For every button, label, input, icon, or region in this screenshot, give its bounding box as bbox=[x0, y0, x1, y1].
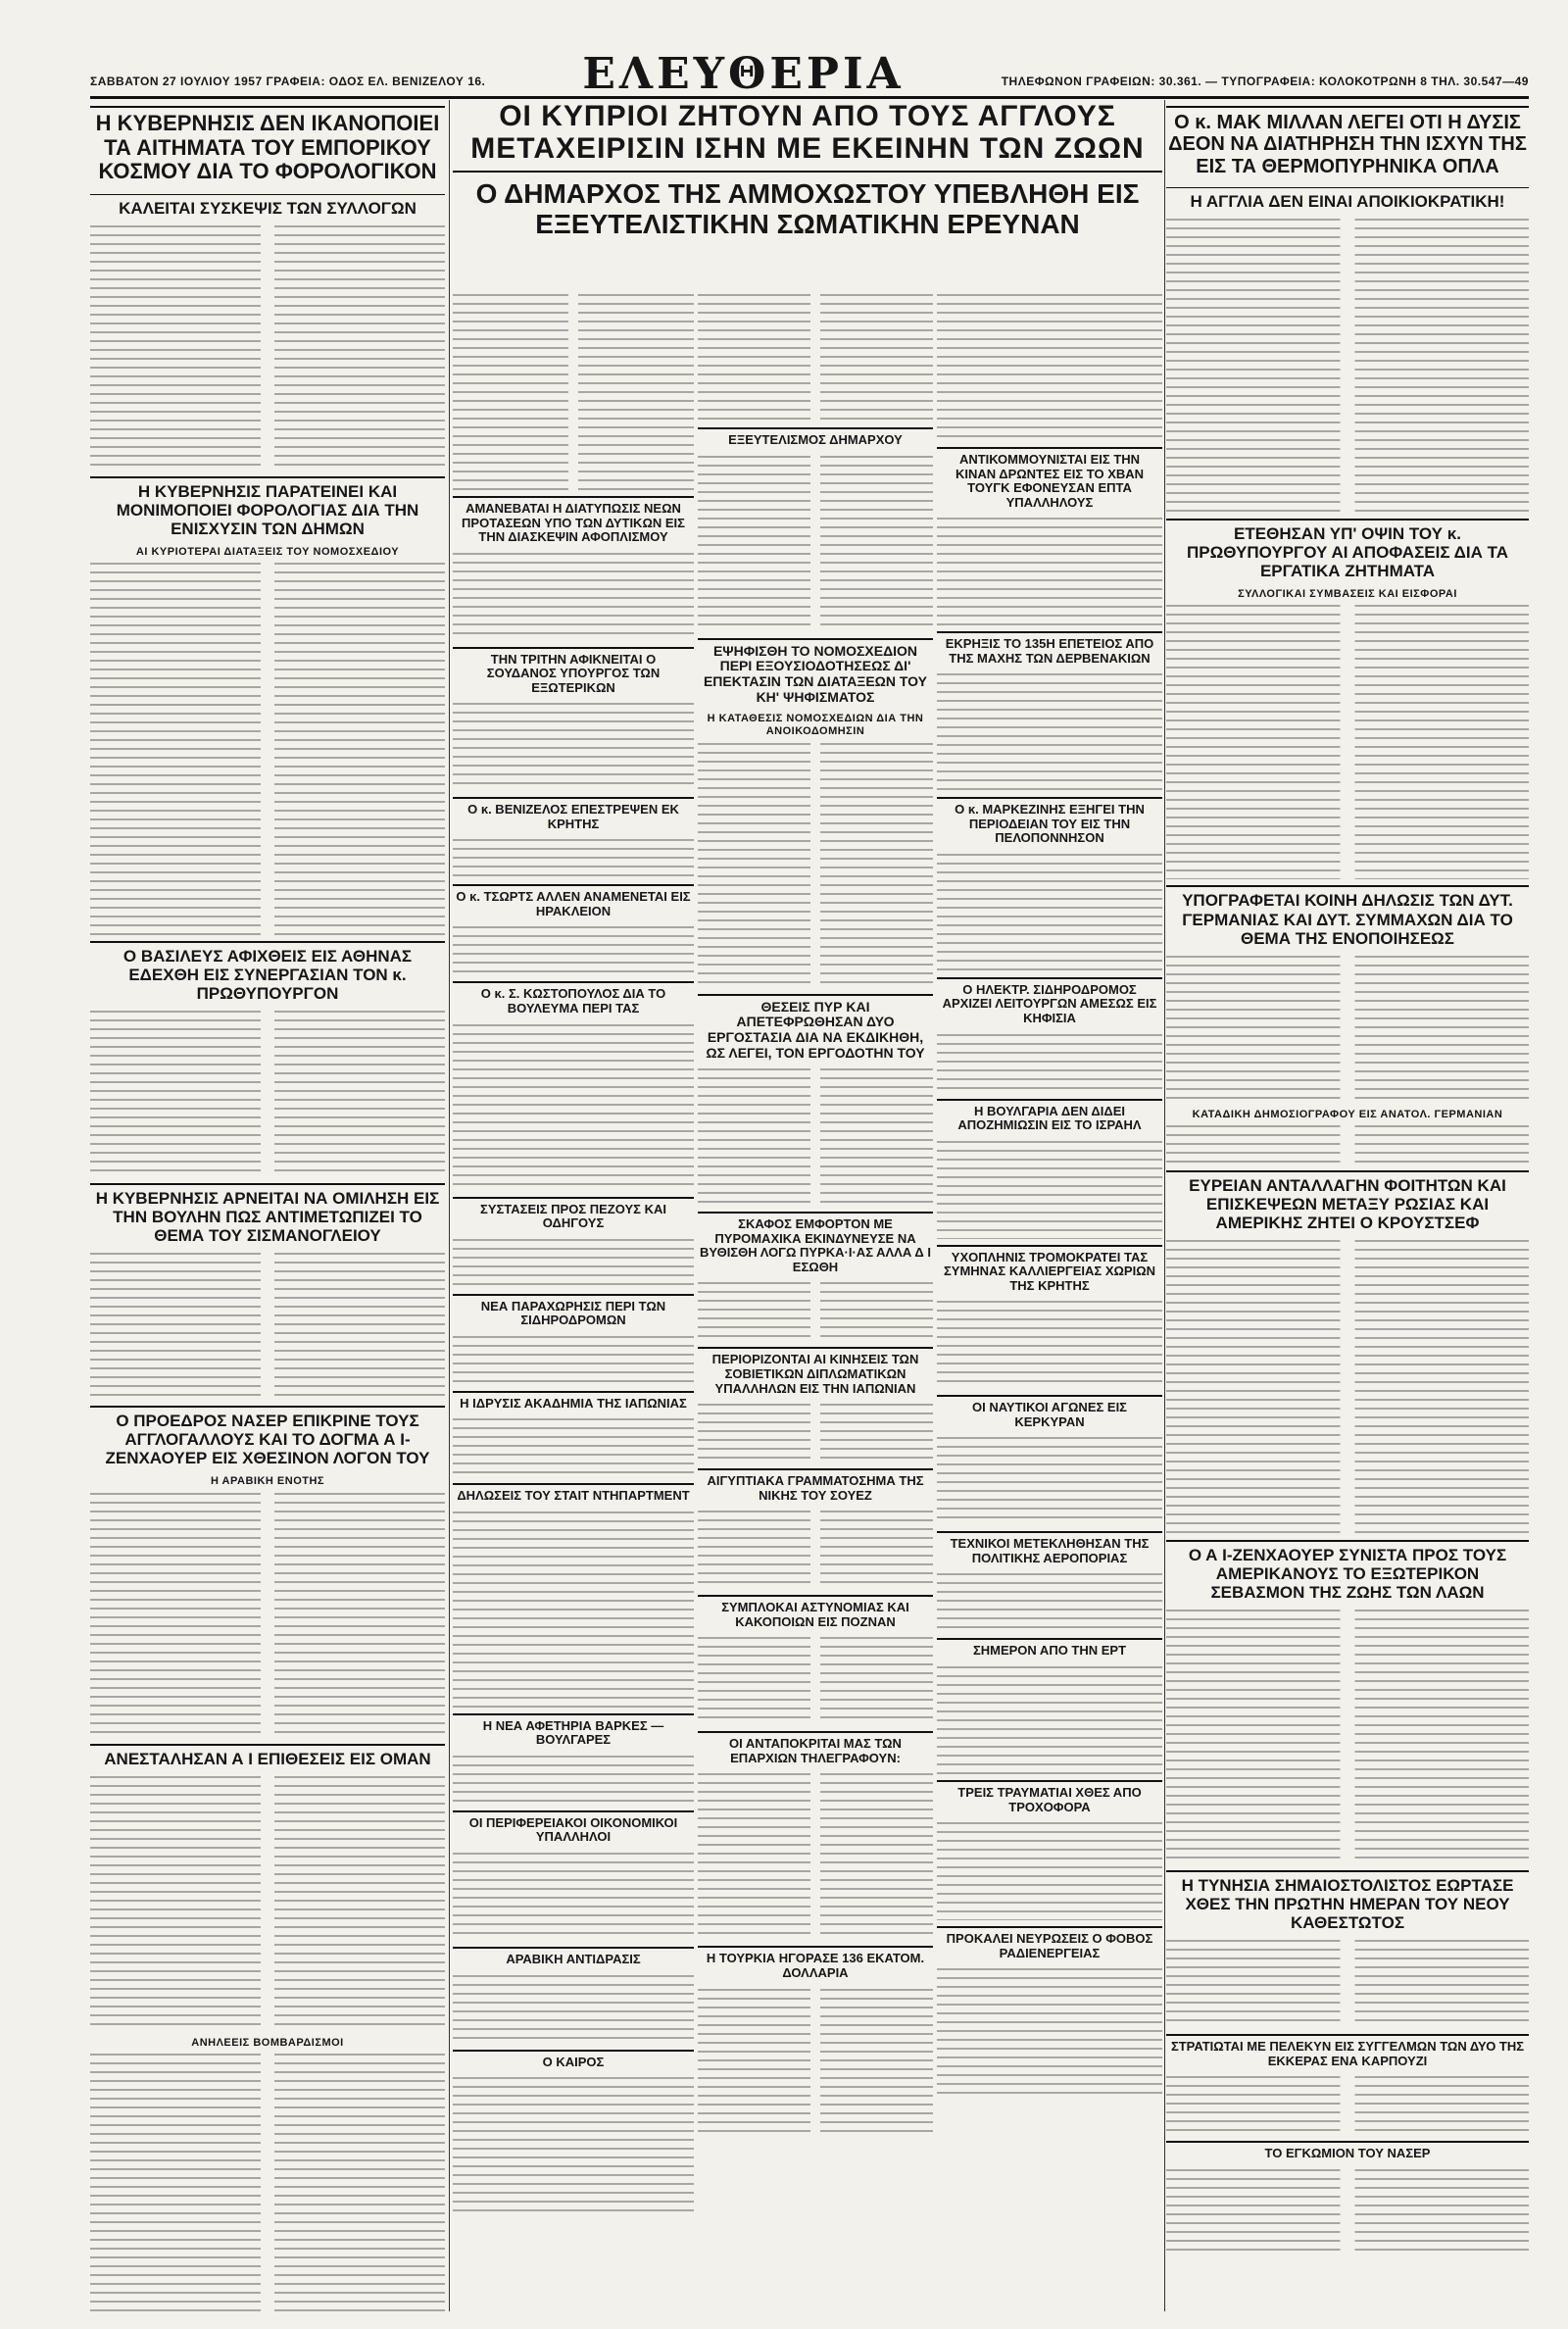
headline-sudan-minister: ΤΗΝ ΤΡΙΤΗΝ ΑΦΙΚΝΕΙΤΑΙ Ο ΣΟΥΔΑΝΟΣ ΥΠΟΥΡΓΟΣ ΤΩΝ ΕΞΩΤΕΡΙΚΩΝ bbox=[453, 647, 694, 700]
headline-fiscal-employees: ΟΙ ΠΕΡΙΦΕΡΕΙΑΚΟΙ ΟΙΚΟΝΟΜΙΚΟΙ ΥΠΑΛΛΗΛΟΙ bbox=[453, 1810, 694, 1849]
headline-parliament-sismanogleio: Η ΚΥΒΕΡΝΗΣΙΣ ΑΡΝΕΙΤΑΙ ΝΑ ΟΜΙΛΗΣΗ ΕΙΣ ΤΗΝ ΒΟΥΛΗΝ ΠΩΣ ΑΝΤΙΜΕΤΩΠΙΖΕΙ ΤΟ ΘΕΜΑ ΤΟΥ ΣΙΣΜΑΝΟΓΛΕΙΟΥ bbox=[90, 1183, 445, 1249]
headline-municipal-taxes: Η ΚΥΒΕΡΝΗΣΙΣ ΠΑΡΑΤΕΙΝΕΙ ΚΑΙ ΜΟΝΙΜΟΠΟΙΕΙ ΦΟΡΟΛΟΓΙΑΣ ΔΙΑ ΤΗΝ ΕΝΙΣΧΥΣΙΝ ΤΩΝ ΔΗΜΩΝ bbox=[90, 476, 445, 542]
article-body bbox=[453, 1239, 694, 1288]
article-body bbox=[90, 1493, 445, 1738]
headline-dervenakia: ΕΚΡΗΞΙΣ ΤΟ 135Η ΕΠΕΤΕΙΟΣ ΑΠΟ ΤΗΣ ΜΑΧΗΣ ΤΩΝ ΔΕΡΒΕΝΑΚΙΩΝ bbox=[937, 631, 1162, 669]
subheadline-journalist-sentenced: ΚΑΤΑΔΙΚΗ ΔΗΜΟΣΙΟΓΡΑΦΟΥ ΕΙΣ ΑΝΑΤΟΛ. ΓΕΡΜΑΝΙΑΝ bbox=[1192, 1108, 1503, 1120]
article-body bbox=[698, 1989, 933, 2136]
headline-commerce-tax: Η ΚΥΒΕΡΝΗΣΙΣ ΔΕΝ ΙΚΑΝΟΠΟΙΕΙ ΤΑ ΑΙΤΗΜΑΤΑ ΤΟΥ ΕΜΠΟΡΙΚΟΥ ΚΟΣΜΟΥ ΔΙΑ ΤΟ ΦΟΡΟΛΟΓΙΚΟΝ bbox=[90, 106, 445, 188]
headline-corfu-races: ΟΙ ΝΑΥΤΙΚΟΙ ΑΓΩΝΕΣ ΕΙΣ ΚΕΡΚΥΡΑΝ bbox=[937, 1395, 1162, 1433]
headline-germany-reunification: ΥΠΟΓΡΑΦΕΤΑΙ ΚΟΙΝΗ ΔΗΛΩΣΙΣ ΤΩΝ ΔΥΤ. ΓΕΡΜΑΝΙΑΣ ΚΑΙ ΔΥΤ. ΣΥΜΜΑΧΩΝ ΔΙΑ ΤΟ ΘΕΜΑ ΤΗΣ ΕΝΟΠΟΙΗΣΕΩΣ bbox=[1166, 885, 1529, 951]
masthead bbox=[90, 51, 1529, 99]
article-body bbox=[937, 518, 1162, 625]
headline-abuse-mayor: ΕΞΕΥΤΕΛΙΣΜΟΣ ΔΗΜΑΡΧΟΥ bbox=[698, 427, 933, 452]
article-body bbox=[698, 1068, 933, 1206]
column-3 bbox=[698, 290, 933, 2311]
headline-labour-issues: ΕΤΕΘΗΣΑΝ ΥΠ' ΟΨΙΝ ΤΟΥ κ. ΠΡΩΘΥΠΟΥΡΓΟΥ ΑΙ ΑΠΟΦΑΣΕΙΣ ΔΙΑ ΤΑ ΕΡΓΑΤΙΚΑ ΖΗΤΗΜΑΤΑ bbox=[1166, 519, 1529, 584]
headline-japan-academy: Η ΙΔΡΥΣΙΣ ΑΚΑΔΗΜΙΑ ΤΗΣ ΙΑΠΩΝΙΑΣ bbox=[453, 1391, 694, 1415]
headline-ship-munitions: ΣΚΑΦΟΣ ΕΜΦΟΡΤΟΝ ΜΕ ΠΥΡΟΜΑΧΙΚΑ ΕΚΙΝΔΥΝΕΥΣΕ ΝΑ ΒΥΘΙΣΘΗ ΛΟΓΩ ΠΥΡΚΑ·Ι·ΑΣ ΑΛΛΑ Δ Ι ΕΣΩΘΗ bbox=[698, 1212, 933, 1278]
subheadline-associations: ΚΑΛΕΙΤΑΙ ΣΥΣΚΕΨΙΣ ΤΩΝ ΣΥΛΛΟΓΩΝ bbox=[90, 194, 445, 222]
headline-nasser-speech: Ο ΠΡΟΕΔΡΟΣ ΝΑΣΕΡ ΕΠΙΚΡΙΝΕ ΤΟΥΣ ΑΓΓΛΟΓΑΛΛΟΥΣ ΚΑΙ ΤΟ ΔΟΓΜΑ Α Ι-ΖΕΝΧΑΟΥΕΡ ΕΙΣ ΧΘΕΣΙΝΟΝ ΛΟΓΟΝ ΤΟΥ bbox=[90, 1406, 445, 1471]
article-body bbox=[90, 1253, 445, 1400]
article-body bbox=[937, 1034, 1162, 1093]
article-body bbox=[698, 294, 933, 421]
headline-markezinis: Ο κ. ΜΑΡΚΕΖΙΝΗΣ ΕΞΗΓΕΙ ΤΗΝ ΠΕΡΙΟΔΕΙΑΝ ΤΟΥ ΕΙΣ ΤΗΝ ΠΕΛΟΠΟΝΝΗΣΟΝ bbox=[937, 797, 1162, 850]
headline-poznan-clashes: ΣΥΜΠΛΟΚΑΙ ΑΣΤΥΝΟΜΙΑΣ ΚΑΙ ΚΑΚΟΠΟΙΩΝ ΕΙΣ ΠΟΖΝΑΝ bbox=[698, 1595, 933, 1633]
headline-soviet-diplomats: ΠΕΡΙΟΡΙΖΟΝΤΑΙ ΑΙ ΚΙΝΗΣΕΙΣ ΤΩΝ ΣΟΒΙΕΤΙΚΩΝ ΔΙΠΛΩΜΑΤΙΚΩΝ ΥΠΑΛΛΗΛΩΝ ΕΙΣ ΤΗΝ ΙΑΠΩΝΙΑΝ bbox=[698, 1347, 933, 1400]
article-body bbox=[698, 456, 933, 632]
article-body bbox=[1166, 1940, 1529, 2028]
headline-nasser-praise: ΤΟ ΕΓΚΩΜΙΟΝ ΤΟΥ ΝΑΣΕΡ bbox=[1166, 2141, 1529, 2165]
subheadline-reconstruction: Η ΚΑΤΑΘΕΣΙΣ ΝΟΜΟΣΧΕΔΙΩΝ ΔΙΑ ΤΗΝ ΑΝΟΙΚΟΔΟΜΗΣΙΝ bbox=[707, 713, 924, 738]
article-body bbox=[698, 1282, 933, 1341]
article-body bbox=[698, 1637, 933, 1725]
subheadline-bombardments: ΑΝΗΛΕΕΙΣ ΒΟΜΒΑΡΔΙΣΜΟΙ bbox=[191, 2036, 344, 2049]
headline-delegation-bill: ΕΨΗΦΙΣΘΗ ΤΟ ΝΟΜΟΣΧΕΔΙΟΝ ΠΕΡΙ ΕΞΟΥΣΙΟΔΟΤΗΣΕΩΣ ΔΙ' ΕΠΕΚΤΑΣΙΝ ΤΩΝ ΔΙΑΤΑΞΕΩΝ ΤΟΥ ΚΗ' ΨΗΦΙΣΜΑΤΟΣ bbox=[698, 638, 933, 710]
article-body bbox=[1166, 219, 1529, 513]
headline-tunisia: Η ΤΥΝΗΣΙΑ ΣΗΜΑΙΟΣΤΟΛΙΣΤΟΣ ΕΩΡΤΑΣΕ ΧΘΕΣ ΤΗΝ ΠΡΩΤΗΝ ΗΜΕΡΑΝ ΤΟΥ ΝΕΟΥ ΚΑΘΕΣΤΩΤΟΣ bbox=[1166, 1870, 1529, 1936]
article-body bbox=[453, 1511, 694, 1708]
article-body bbox=[90, 563, 445, 935]
subheadline-bill-provisions: ΑΙ ΚΥΡΙΟΤΕΡΑΙ ΔΙΑΤΑΞΕΙΣ ΤΟΥ ΝΟΜΟΣΧΕΔΙΟΥ bbox=[135, 546, 400, 558]
column-5 bbox=[1166, 100, 1529, 2311]
headline-ert: ΣΗΜΕΡΟΝ ΑΠΟ ΤΗΝ ΕΡΤ bbox=[937, 1638, 1162, 1662]
masthead-phones: ΤΗΛΕΦΩΝΟΝ ΓΡΑΦΕΙΩΝ: 30.361. — ΤΥΠΟΓΡΑΦΕΙΑ: ΚΟΛΟΚΟΤΡΩΝΗ 8 ΤΗΛ. 30.547—49 bbox=[1001, 74, 1529, 88]
column-2 bbox=[453, 290, 694, 2311]
article-body bbox=[698, 1404, 933, 1462]
headline-kifisia-railway: Ο ΗΛΕΚΤΡ. ΣΙΔΗΡΟΔΡΟΜΟΣ ΑΡΧΙΖΕΙ ΛΕΙΤΟΥΡΓΩΝ ΑΜΕΣΩΣ ΕΙΣ ΚΗΦΙΣΙΑ bbox=[937, 977, 1162, 1030]
article-body bbox=[453, 926, 694, 975]
headline-hong-kong: ΑΝΤΙΚΟΜΜΟΥΝΙΣΤΑΙ ΕΙΣ ΤΗΝ ΚΙΝΑΝ ΔΡΩΝΤΕΣ ΕΙΣ ΤΟ ΧΒΑΝ ΤΟΥΓΚ ΕΦΟΝΕΥΣΑΝ ΕΠΤΑ ΥΠΑΛΛΗΛΟΥΣ bbox=[937, 447, 1162, 514]
article-body bbox=[937, 1437, 1162, 1525]
headline-weather: Ο ΚΑΙΡΟΣ bbox=[453, 2050, 694, 2074]
article-body bbox=[453, 1756, 694, 1805]
article-body bbox=[1166, 956, 1529, 1103]
headline-suez-stamps: ΑΙΓΥΠΤΙΑΚΑ ΓΡΑΜΜΑΤΟΣΗΜΑ ΤΗΣ ΝΙΚΗΣ ΤΟΥ ΣΟΥΕΖ bbox=[698, 1468, 933, 1507]
article-body bbox=[1166, 1240, 1529, 1534]
article-body bbox=[937, 1573, 1162, 1632]
headline-kostopoulos: Ο κ. Σ. ΚΩΣΤΟΠΟΥΛΟΣ ΔΙΑ ΤΟ ΒΟΥΛΕΥΜΑ ΠΕΡΙ ΤΑΣ bbox=[453, 981, 694, 1019]
article-body bbox=[453, 1853, 694, 1941]
masthead-date-line: ΣΑΒΒΑΤΟΝ 27 ΙΟΥΛΙΟΥ 1957 ΓΡΑΦΕΙΑ: ΟΔΟΣ ΕΛ. ΒΕΝΙΖΕΛΟΥ 16. bbox=[90, 74, 486, 88]
headline-soldiers-watermelon: ΣΤΡΑΤΙΩΤΑΙ ΜΕ ΠΕΛΕΚΥΝ ΕΙΣ ΣΥΓΓΕΛΜΩΝ ΤΩΝ ΔΥΟ ΤΗΣ ΕΚΚΕΡΑΣ ΕΝΑ ΚΑΡΠΟΥΖΙ bbox=[1166, 2034, 1529, 2072]
article-body bbox=[453, 553, 694, 641]
column-4 bbox=[937, 290, 1162, 2311]
article-body bbox=[937, 854, 1162, 971]
headline-khrushchev-exchange: ΕΥΡΕΙΑΝ ΑΝΤΑΛΛΑΓΗΝ ΦΟΙΤΗΤΩΝ ΚΑΙ ΕΠΙΣΚΕΨΕΩΝ ΜΕΤΑΞΥ ΡΩΣΙΑΣ ΚΑΙ ΑΜΕΡΙΚΗΣ ΖΗΤΕΙ Ο ΚΡΟΥΣΤΣΕΦ bbox=[1166, 1170, 1529, 1236]
headline-macmillan: Ο κ. ΜΑΚ ΜΙΛΛΑΝ ΛΕΓΕΙ ΟΤΙ Η ΔΥΣΙΣ ΔΕΟΝ ΝΑ ΔΙΑΤΗΡΗΣΗ ΤΗΝ ΙΣΧΥΝ ΤΗΣ ΕΙΣ ΤΑ ΘΕΡΜΟΠΥΡΗΝΙΚΑ ΟΠΛΑ bbox=[1166, 106, 1529, 181]
headline-bulgaria-israel: Η ΒΟΥΛΓΑΡΙΑ ΔΕΝ ΔΙΔΕΙ ΑΠΟΖΗΜΙΩΣΙΝ ΕΙΣ ΤΟ ΙΣΡΑΗΛ bbox=[937, 1099, 1162, 1137]
headline-arab-reaction: ΑΡΑΒΙΚΗ ΑΝΤΙΔΡΑΣΙΣ bbox=[453, 1947, 694, 1971]
headline-churchill-allen: Ο κ. ΤΣΩΡΤΣ ΑΛΛΕΝ ΑΝΑΜΕΝΕΤΑΙ ΕΙΣ ΗΡΑΚΛΕΙΟΝ bbox=[453, 884, 694, 922]
headline-pedestrians: ΣΥΣΤΑΣΕΙΣ ΠΡΟΣ ΠΕΖΟΥΣ ΚΑΙ ΟΔΗΓΟΥΣ bbox=[453, 1197, 694, 1235]
headline-disarmament: ΑΜΑΝΕΒΑΤΑΙ Η ΔΙΑΤΥΠΩΣΙΣ ΝΕΩΝ ΠΡΟΤΑΣΕΩΝ ΥΠΟ ΤΩΝ ΔΥΤΙΚΩΝ ΕΙΣ ΤΗΝ ΔΙΑΣΚΕΨΙΝ ΑΦΟΠΛΙΣΜΟΥ bbox=[453, 496, 694, 549]
article-body bbox=[937, 1968, 1162, 2096]
headline-radioactivity: ΠΡΟΚΑΛΕΙ ΝΕΥΡΩΣΕΙΣ Ο ΦΟΒΟΣ ΡΑΔΙΕΝΕΡΓΕΙΑΣ bbox=[937, 1926, 1162, 1964]
article-body bbox=[90, 2054, 445, 2311]
article-body bbox=[453, 1336, 694, 1385]
lead-headline-mayor-famagusta: Ο ΔΗΜΑΡΧΟΣ ΤΗΣ ΑΜΜΟΧΩΣΤΟΥ ΥΠΕΒΛΗΘΗ ΕΙΣ ΕΞΕΥΤΕΛΙΣΤΙΚΗΝ ΣΩΜΑΤΙΚΗΝ ΕΡΕΥΝΑΝ bbox=[453, 171, 1162, 239]
article-body bbox=[453, 2077, 694, 2214]
subheadline-collective-agreements: ΣΥΛΛΟΓΙΚΑΙ ΣΥΜΒΑΣΕΙΣ ΚΑΙ ΕΙΣΦΟΡΑΙ bbox=[1238, 588, 1457, 601]
article-body bbox=[90, 225, 445, 471]
headline-venizelos-crete: Ο κ. ΒΕΝΙΖΕΛΟΣ ΕΠΕΣΤΡΕΨΕΝ ΕΚ ΚΡΗΤΗΣ bbox=[453, 797, 694, 835]
article-body bbox=[1166, 1610, 1529, 1864]
article-body bbox=[453, 294, 694, 490]
article-body bbox=[453, 703, 694, 791]
article-body bbox=[1166, 605, 1529, 879]
headline-eisenhower: Ο Α Ι-ΖΕΝΧΑΟΥΕΡ ΣΥΝΙΣΤΑ ΠΡΟΣ ΤΟΥΣ ΑΜΕΡΙΚΑΝΟΥΣ ΤΟ ΕΞΩΤΕΡΙΚΟΝ ΣΕΒΑΣΜΟΝ ΤΗΣ ΖΩΗΣ ΤΩΝ ΛΑΩΝ bbox=[1166, 1540, 1529, 1606]
article-body bbox=[453, 1975, 694, 2044]
headline-turkey-dollars: Η ΤΟΥΡΚΙΑ ΗΓΟΡΑΣΕ 136 ΕΚΑΤΟΜ. ΔΟΛΛΑΡΙΑ bbox=[698, 1946, 933, 1984]
article-body bbox=[937, 1822, 1162, 1920]
article-body bbox=[698, 743, 933, 988]
headline-crete-villages: ΥΧΟΠΛΗΝΙΣ ΤΡΟΜΟΚΡΑΤΕΙ ΤΑΣ ΣΥΜΗΝΑΣ ΚΑΛΛΙΕΡΓΕΙΑΣ ΧΩΡΙΩΝ ΤΗΣ ΚΡΗΤΗΣ bbox=[937, 1245, 1162, 1298]
article-body bbox=[1166, 2169, 1529, 2257]
article-body bbox=[1166, 2076, 1529, 2135]
headline-civil-aviation: ΤΕΧΝΙΚΟΙ ΜΕΤΕΚΛΗΘΗΣΑΝ ΤΗΣ ΠΟΛΙΤΙΚΗΣ ΑΕΡΟΠΟΡΙΑΣ bbox=[937, 1531, 1162, 1569]
lead-headline-cyprus: ΟΙ ΚΥΠΡΙΟΙ ΖΗΤΟΥΝ ΑΠΟ ΤΟΥΣ ΑΓΓΛΟΥΣ ΜΕΤΑΧΕΙΡΙΣΙΝ ΙΣΗΝ ΜΕ ΕΚΕΙΝΗΝ ΤΩΝ ΖΩΩΝ bbox=[470, 100, 1145, 165]
article-body bbox=[937, 673, 1162, 791]
article-body bbox=[453, 1418, 694, 1477]
headline-provincial-correspondents: ΟΙ ΑΝΤΑΠΟΚΡΙΤΑΙ ΜΑΣ ΤΩΝ ΕΠΑΡΧΙΩΝ ΤΗΛΕΓΡΑΦΟΥΝ: bbox=[698, 1731, 933, 1769]
headline-factories-fire: ΘΕΣΕΙΣ ΠΥΡ ΚΑΙ ΑΠΕΤΕΦΡΩΘΗΣΑΝ ΔΥΟ ΕΡΓΟΣΤΑΣΙΑ ΔΙΑ ΝΑ ΕΚΔΙΚΗΘΗ, ΩΣ ΛΕΓΕΙ, ΤΟΝ ΕΡΓΟΔΟΤΗΝ ΤΟΥ bbox=[698, 994, 933, 1065]
subheadline-not-colonial: Η ΑΓΓΛΙΑ ΔΕΝ ΕΙΝΑΙ ΑΠΟΙΚΙΟΚΡΑΤΙΚΗ! bbox=[1166, 187, 1529, 215]
column-1 bbox=[90, 100, 445, 2311]
subheadline-arab-unity: Η ΑΡΑΒΙΚΗ ΕΝΟΤΗΣ bbox=[210, 1475, 325, 1488]
article-body bbox=[698, 1511, 933, 1589]
article-body bbox=[937, 1301, 1162, 1389]
article-body bbox=[1166, 1125, 1529, 1164]
headline-traffic-injuries: ΤΡΕΙΣ ΤΡΑΥΜΑΤΙΑΙ ΧΘΕΣ ΑΠΟ ΤΡΟΧΟΦΟΡΑ bbox=[937, 1780, 1162, 1818]
headline-oman-attacks: ΑΝΕΣΤΑΛΗΣΑΝ Α Ι ΕΠΙΘΕΣΕΙΣ ΕΙΣ ΟΜΑΝ bbox=[90, 1744, 445, 1772]
headline-king-arrives: Ο ΒΑΣΙΛΕΥΣ ΑΦΙΧΘΕΙΣ ΕΙΣ ΑΘΗΝΑΣ ΕΔΕΧΘΗ ΕΙΣ ΣΥΝΕΡΓΑΣΙΑΝ ΤΟΝ κ. ΠΡΩΘΥΠΟΥΡΓΟΝ bbox=[90, 941, 445, 1007]
column-rule bbox=[449, 100, 450, 2311]
article-body bbox=[698, 1773, 933, 1940]
newspaper-title: ΕΛΕΥΘΕΡΙΑ bbox=[582, 49, 905, 99]
article-body bbox=[453, 1024, 694, 1191]
article-body bbox=[937, 1141, 1162, 1239]
lead-story-banner bbox=[453, 100, 1162, 284]
column-rule bbox=[1164, 100, 1165, 2311]
article-body bbox=[90, 1011, 445, 1177]
article-body bbox=[937, 1666, 1162, 1774]
headline-railways: ΝΕΑ ΠΑΡΑΧΩΡΗΣΙΣ ΠΕΡΙ ΤΩΝ ΣΙΔΗΡΟΔΡΟΜΩΝ bbox=[453, 1294, 694, 1332]
article-body bbox=[90, 1776, 445, 2031]
headline-new-departure: Η ΝΕΑ ΑΦΕΤΗΡΙΑ ΒΑΡΚΕΣ — ΒΟΥΛΓΑΡΕΣ bbox=[453, 1713, 694, 1752]
article-body bbox=[453, 839, 694, 878]
headline-state-department: ΔΗΛΩΣΕΙΣ ΤΟΥ ΣΤΑΙΤ ΝΤΗΠΑΡΤΜΕΝΤ bbox=[453, 1483, 694, 1508]
article-body bbox=[937, 294, 1162, 441]
